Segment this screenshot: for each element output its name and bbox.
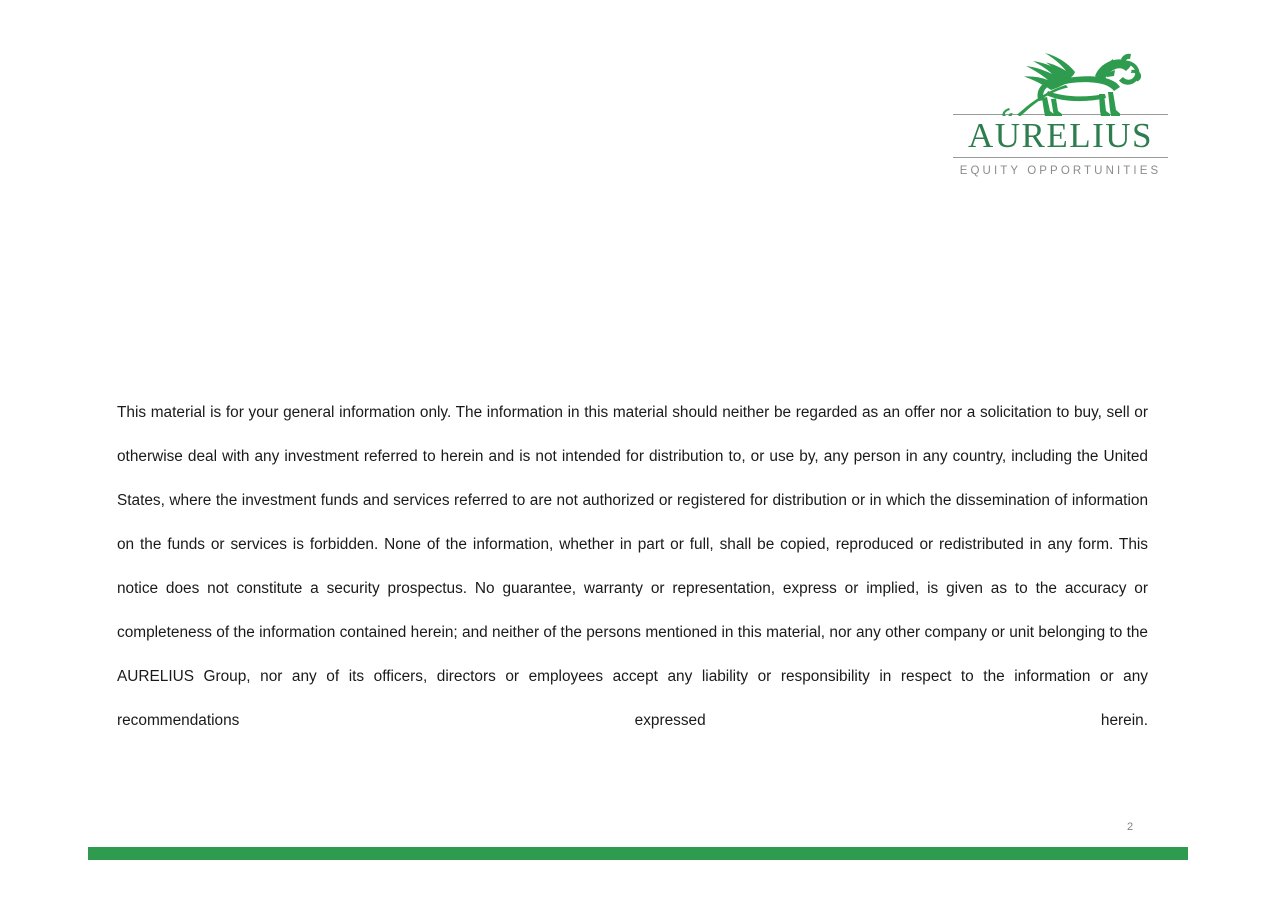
logo-wordmark-text: AURELIUS bbox=[967, 116, 1154, 155]
page-number: 2 bbox=[1126, 821, 1134, 833]
disclaimer-text: This material is for your general information only. The information in this material should neither be regarded as an offer nor a solicitation to buy, sell or otherwise deal with any investment referred to herein and is not intended for distribution to, or use by, any person in any country, including the United States, where the investment funds and services referred to are not authorized or registered for distribution or in which the dissemination of information on the funds or services is forbidden. None of the information, whether in part or full, shall be copied, reproduced or redistributed in any form. This notice does not constitute a security prospectus. No guarantee, warranty or representation, express or implied, is given as to the accuracy or completeness of the information contained herein; and neither of the persons mentioned in this material, nor any other company or unit belonging to the AURELIUS Group, nor any of its officers, directors or employees accept any liability or responsibility in respect to the information or any recommendations expressed herein. bbox=[117, 404, 1148, 730]
footer-accent-bar bbox=[88, 847, 1188, 860]
logo-wordmark bbox=[953, 115, 1168, 157]
winged-lion-icon bbox=[992, 48, 1142, 116]
logo-tagline: EQUITY OPPORTUNITIES bbox=[959, 165, 1162, 177]
aurelius-logo bbox=[953, 48, 1168, 177]
